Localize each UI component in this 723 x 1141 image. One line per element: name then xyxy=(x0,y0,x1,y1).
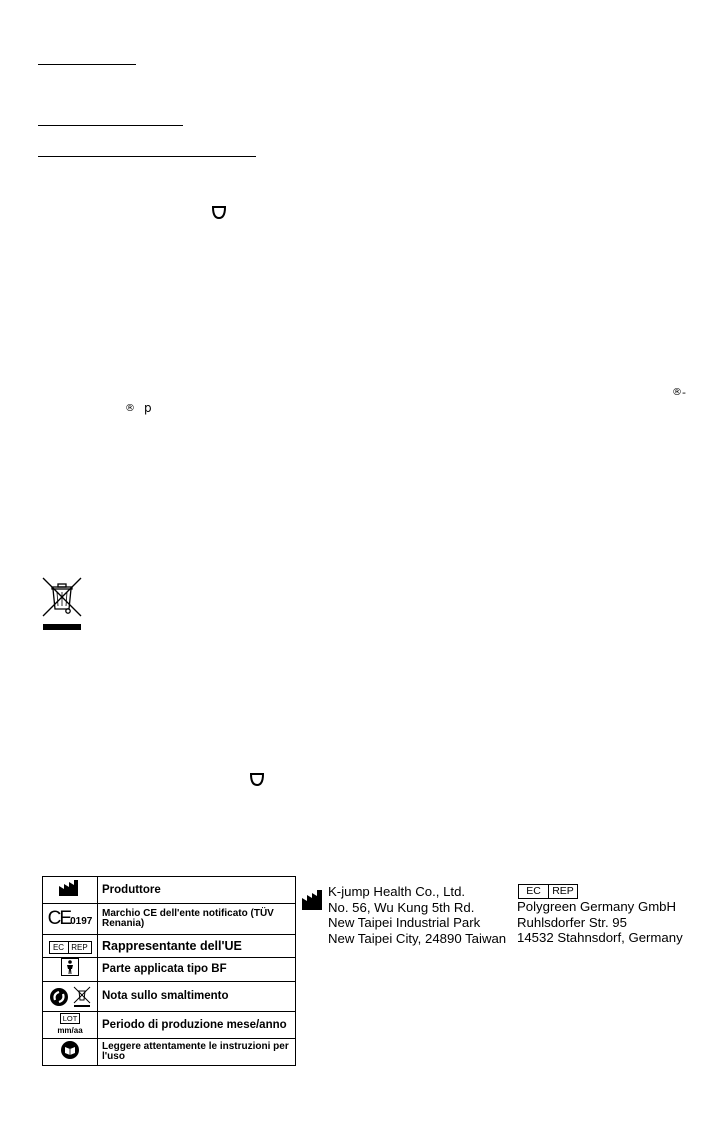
table-row xyxy=(43,1012,296,1039)
symbol-label: Rappresentante dell'UE xyxy=(98,935,296,958)
address-line: No. 56, Wu Kung 5th Rd. xyxy=(328,899,475,915)
read-instructions-icon xyxy=(60,1040,80,1060)
manufacturer-factory-icon xyxy=(301,889,325,911)
table-row xyxy=(43,935,296,958)
text-fragment-p: p xyxy=(144,401,152,415)
crossed-out-bin-icon xyxy=(40,576,84,632)
address-line: Ruhlsdorfer Str. 95 xyxy=(517,914,627,930)
symbol-cell xyxy=(43,982,98,1012)
symbol-cell xyxy=(43,1012,98,1039)
registered-mark-icon: ® xyxy=(672,387,682,398)
symbol-label: Parte applicata tipo BF xyxy=(98,958,296,982)
table-row xyxy=(43,982,296,1012)
symbols-table xyxy=(42,876,296,1066)
symbol-label: Produttore xyxy=(98,877,296,904)
manufacturer-factory-icon xyxy=(58,879,82,897)
registered-mark-icon: ® xyxy=(125,403,135,414)
symbol-cell xyxy=(43,1039,98,1066)
ec-rep-icon: EC REP xyxy=(518,884,578,899)
lot-date-icon: LOT mm/aa xyxy=(57,1014,83,1035)
symbol-cell xyxy=(43,958,98,982)
heading-underline-3 xyxy=(38,156,256,157)
table-row xyxy=(43,958,296,982)
symbol-label: Nota sullo smaltimento xyxy=(98,982,296,1012)
table-row xyxy=(43,877,296,904)
address-line: New Taipei Industrial Park xyxy=(328,915,481,931)
table-row xyxy=(43,904,296,935)
symbol-label: Periodo di produzione mese/anno xyxy=(98,1012,296,1039)
ce-number: 0197 xyxy=(70,916,93,927)
thermometer-tip-icon xyxy=(249,772,265,788)
symbol-cell xyxy=(43,877,98,904)
symbol-cell xyxy=(43,935,98,958)
address-line: 14532 Stahnsdorf, Germany xyxy=(517,930,683,946)
eu-rep-address xyxy=(517,899,683,946)
ce-mark-icon: CE xyxy=(47,908,71,929)
type-bf-applied-part-icon xyxy=(61,958,79,976)
ec-rep-icon: EC REP xyxy=(49,941,92,954)
symbol-label: Leggere attentamente le instruzioni per l'uso xyxy=(98,1039,296,1066)
thermometer-tip-icon xyxy=(211,205,227,221)
table-row xyxy=(43,1039,296,1066)
address-line: New Taipei City, 24890 Taiwan xyxy=(328,930,507,946)
crossed-out-bin-icon xyxy=(73,986,91,1008)
green-dot-recycling-icon xyxy=(49,987,69,1007)
heading-underline-1 xyxy=(38,64,136,65)
symbol-label: Marchio CE dell'ente notificato (TÜV Renania) xyxy=(98,904,296,935)
address-line: Polygreen Germany GmbH xyxy=(517,899,677,914)
registered-dash: - xyxy=(682,386,686,399)
address-line: K-jump Health Co., Ltd. xyxy=(328,884,466,899)
symbol-cell xyxy=(43,904,98,935)
heading-underline-2 xyxy=(38,125,183,126)
manufacturer-address xyxy=(328,884,506,946)
